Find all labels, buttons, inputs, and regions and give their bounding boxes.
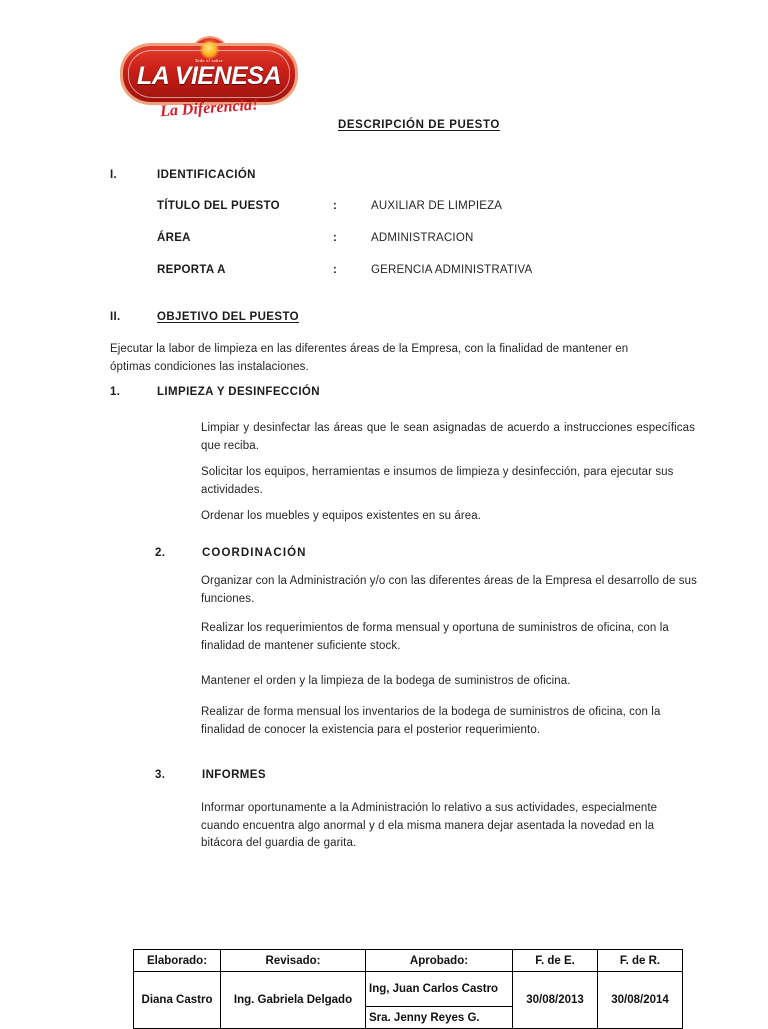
table-row xyxy=(134,972,683,1029)
aprobado-subrow-1 xyxy=(366,972,512,1007)
paragraph-informes-1: Informar oportunamente a la Administración lo relativo a sus actividades, especialmente cuando encuentra algo anormal y d ela misma manera dejar asentada la novedad en la bitácora del guardia de garita. xyxy=(201,802,658,849)
section-label-identificacion: IDENTIFICACIÓN xyxy=(157,169,256,181)
table-cell-aprobado-2: Sra. Jenny Reyes G. xyxy=(369,1011,480,1024)
table-header-elaborado: Elaborado: xyxy=(134,950,221,972)
signoff-table xyxy=(133,949,683,1029)
field-separator-area: : xyxy=(333,232,337,244)
paragraph-coordinacion-2: Realizar los requerimientos de forma mensual y oportuna de suministros de oficina, con la finalidad de mantener suficiente stock. xyxy=(201,622,669,652)
field-label-reporta-a: REPORTA A xyxy=(157,264,226,276)
table-cell-aprobado xyxy=(366,972,513,1029)
table-cell-elaborado: Diana Castro xyxy=(134,972,221,1029)
section-number-coordinacion: 2. xyxy=(155,547,166,559)
table-header-fecha-revision: F. de R. xyxy=(598,950,683,972)
section-number-identificacion: I. xyxy=(110,169,117,181)
field-value-reporta-a: GERENCIA ADMINISTRATIVA xyxy=(371,264,533,276)
paragraph-coordinacion-4: Realizar de forma mensual los inventarios de la bodega de suministros de oficina, con la finalidad de conocer la existencia para el posterior requerimiento. xyxy=(201,706,661,736)
field-label-titulo-del-puesto: TÍTULO DEL PUESTO xyxy=(157,200,280,212)
paragraph-coordinacion-3: Mantener el orden y la limpieza de la bodega de suministros de oficina. xyxy=(201,675,571,687)
table-header-row xyxy=(134,950,683,972)
table-cell-aprobado-1: Ing, Juan Carlos Castro xyxy=(366,972,512,1007)
table-header-revisado: Revisado: xyxy=(221,950,366,972)
aprobado-subrow-2 xyxy=(366,1007,512,1029)
logo-brand-name: LA VIENESA xyxy=(136,62,282,90)
field-separator-titulo-del-puesto: : xyxy=(333,200,337,212)
paragraph-limpieza-2: Solicitar los equipos, herramientas e insumos de limpieza y desinfección, para ejecutar sus actividades. xyxy=(201,466,674,496)
company-logo xyxy=(118,36,308,122)
field-value-titulo-del-puesto: AUXILIAR DE LIMPIEZA xyxy=(371,200,503,212)
page-title: DESCRIPCIÓN DE PUESTO xyxy=(338,119,500,131)
section-label-informes: INFORMES xyxy=(202,769,266,781)
section-label-objetivo: OBJETIVO DEL PUESTO xyxy=(157,311,300,323)
field-separator-reporta-a: : xyxy=(333,264,337,276)
section-number-informes: 3. xyxy=(155,769,166,781)
paragraph-objetivo: Ejecutar la labor de limpieza en las diferentes áreas de la Empresa, con la finalidad de mantener en óptimas condiciones las instalaciones. xyxy=(110,343,629,373)
field-label-area: ÁREA xyxy=(157,232,191,244)
table-header-fecha-elaboracion: F. de E. xyxy=(513,950,598,972)
logo-supertext: Todo el sabor xyxy=(194,58,224,63)
paragraph-limpieza-3: Ordenar los muebles y equipos existentes en su área. xyxy=(201,510,482,522)
logo-tagline: La Diferencia! xyxy=(159,96,259,121)
field-value-area: ADMINISTRACION xyxy=(371,232,474,244)
table-header-aprobado: Aprobado: xyxy=(366,950,513,972)
aprobado-subtable xyxy=(366,972,512,1028)
table-cell-fecha-revision: 30/08/2014 xyxy=(598,972,683,1029)
sun-icon xyxy=(202,42,217,57)
paragraph-limpieza-1: Limpiar y desinfectar las áreas que le sean asignadas de acuerdo a instrucciones específicas que reciba. xyxy=(201,422,695,452)
section-number-objetivo: II. xyxy=(110,311,121,323)
table-cell-fecha-elaboracion: 30/08/2013 xyxy=(513,972,598,1029)
paragraph-coordinacion-1: Organizar con la Administración y/o con las diferentes áreas de la Empresa el desarrollo de sus funciones. xyxy=(201,575,697,605)
section-label-limpieza: LIMPIEZA Y DESINFECCIÓN xyxy=(157,386,320,398)
table-cell-revisado: Ing. Gabriela Delgado xyxy=(221,972,366,1029)
section-number-limpieza: 1. xyxy=(110,386,121,398)
section-label-coordinacion: COORDINACIÓN xyxy=(202,547,307,559)
